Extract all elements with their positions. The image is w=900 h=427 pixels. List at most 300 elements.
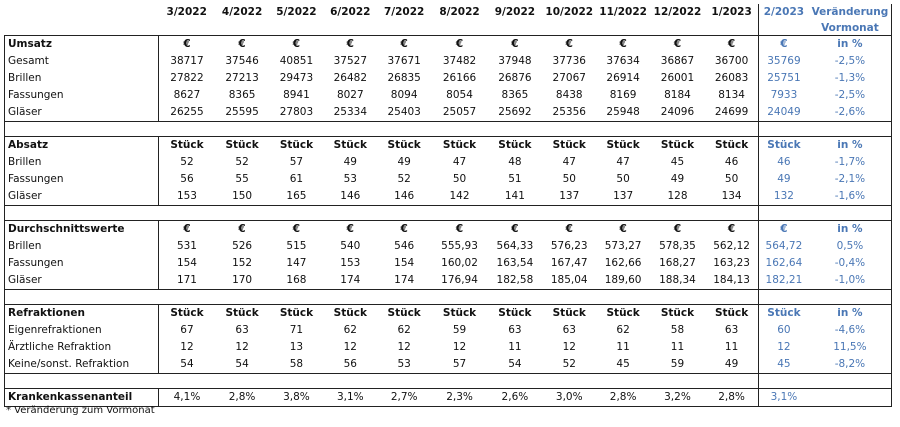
- value-cell: 147: [286, 257, 307, 269]
- section-title: Refraktionen: [5, 305, 159, 323]
- table-row: [5, 339, 892, 356]
- spacer-cell: [159, 374, 215, 389]
- value-cell: 562,12: [713, 240, 750, 252]
- spacer-cell: [215, 290, 269, 305]
- spacer-cell: [488, 290, 542, 305]
- change-value-cell: 0,5%: [809, 238, 892, 255]
- value-cell: 58: [670, 324, 685, 336]
- row-label: Gesamt: [5, 53, 159, 70]
- value-cell: 49: [705, 356, 758, 374]
- current-value-cell: 182,21: [759, 272, 809, 290]
- spacer-cell: [5, 122, 159, 137]
- header-row: [5, 4, 892, 21]
- spacer-cell: [215, 374, 269, 389]
- unit-cell: Stück: [159, 137, 215, 155]
- unit-cell: €: [650, 221, 705, 239]
- table-row: [5, 188, 892, 206]
- change-value-cell: -2,5%: [809, 53, 892, 70]
- value-cell: 150: [215, 188, 269, 206]
- value-cell: 62: [616, 324, 630, 336]
- value-cell: 153: [159, 188, 215, 206]
- value-cell: 46: [724, 156, 739, 168]
- unit-cell-current: Stück: [759, 305, 809, 323]
- value-cell: 26835: [387, 72, 421, 84]
- value-cell: 63: [724, 324, 739, 336]
- table-row: [5, 272, 892, 290]
- value-cell: 11: [508, 341, 522, 353]
- change-value-cell: -1,0%: [809, 272, 892, 290]
- spacer-cell: [269, 374, 323, 389]
- table-row: [5, 322, 892, 339]
- value-cell: 515: [286, 240, 307, 252]
- spacer-cell: [650, 206, 705, 221]
- empty-cell: [431, 21, 487, 36]
- value-cell: 55: [235, 173, 249, 185]
- value-cell: 67: [180, 324, 194, 336]
- value-cell: 170: [215, 272, 269, 290]
- value-cell: 163,54: [496, 257, 534, 269]
- value-cell: 152: [232, 257, 253, 269]
- spacer-cell: [759, 206, 809, 221]
- change-value-cell: -0,4%: [809, 255, 892, 272]
- value-cell: 24096: [650, 104, 705, 122]
- value-cell: 3,2%: [650, 389, 705, 407]
- value-cell: 25057: [431, 104, 487, 122]
- value-cell: 24699: [705, 104, 758, 122]
- value-cell: 63: [235, 324, 249, 336]
- spacer-cell: [809, 206, 892, 221]
- spacer-cell: [705, 374, 758, 389]
- value-cell: 11: [724, 341, 739, 353]
- value-cell: 54: [488, 356, 542, 374]
- value-cell: 154: [394, 257, 415, 269]
- unit-cell: Stück: [488, 137, 542, 155]
- value-cell: 12: [235, 341, 249, 353]
- current-value-cell: 46: [759, 154, 809, 171]
- spacer-cell: [377, 122, 431, 137]
- value-cell: 168,27: [659, 257, 696, 269]
- spacer-cell: [488, 122, 542, 137]
- kennzahlen-table: [4, 4, 892, 407]
- unit-cell: Stück: [215, 305, 269, 323]
- value-cell: 50: [616, 173, 630, 185]
- value-cell: 50: [562, 173, 576, 185]
- unit-cell: Stück: [431, 305, 487, 323]
- value-cell: 26914: [606, 72, 640, 84]
- value-cell: 154: [176, 257, 197, 269]
- value-cell: 8027: [336, 89, 364, 101]
- header-corner: [5, 4, 159, 21]
- unit-cell: €: [650, 36, 705, 54]
- value-cell: 12: [180, 341, 194, 353]
- value-cell: 27067: [552, 72, 586, 84]
- spacer-cell: [431, 206, 487, 221]
- value-cell: 47: [452, 156, 467, 168]
- value-cell: 8365: [501, 89, 529, 101]
- value-cell: 8054: [446, 89, 473, 101]
- table-row: [5, 255, 892, 272]
- value-cell: 37948: [498, 55, 532, 67]
- spacer-cell: [269, 206, 323, 221]
- spacer-cell: [705, 290, 758, 305]
- value-cell: 25356: [542, 104, 596, 122]
- change-header: Veränderung: [809, 4, 892, 21]
- unit-cell: Stück: [596, 305, 649, 323]
- change-value-cell: -2,6%: [809, 104, 892, 122]
- value-cell: 189,60: [596, 272, 649, 290]
- section-header-row: [5, 137, 892, 155]
- current-value-cell: 12: [759, 339, 809, 356]
- value-cell: 4,1%: [159, 389, 215, 407]
- spacer-cell: [431, 290, 487, 305]
- unit-cell: Stück: [596, 137, 649, 155]
- value-cell: 57: [289, 156, 304, 168]
- current-value-cell: 162,64: [759, 255, 809, 272]
- value-cell: 54: [159, 356, 215, 374]
- section-title: Umsatz: [5, 36, 159, 54]
- change-header-sub: Vormonat: [809, 21, 892, 36]
- value-cell: 137: [596, 188, 649, 206]
- table-row: [5, 171, 892, 188]
- current-value-cell: 60: [759, 322, 809, 339]
- spacer-cell: [215, 122, 269, 137]
- value-cell: 25948: [596, 104, 649, 122]
- value-cell: 576,23: [550, 240, 588, 252]
- current-month-header: 2/2023: [759, 4, 809, 21]
- current-value-cell: 45: [759, 356, 809, 374]
- spacer-cell: [377, 206, 431, 221]
- change-value-cell: -1,7%: [809, 154, 892, 171]
- value-cell: 37671: [387, 55, 421, 67]
- value-cell: 573,27: [604, 240, 642, 252]
- unit-cell: €: [431, 221, 487, 239]
- empty-cell: [377, 21, 431, 36]
- unit-cell-current: €: [759, 221, 809, 239]
- unit-cell: €: [159, 221, 215, 239]
- value-cell: 47: [562, 156, 576, 168]
- value-cell: 26482: [333, 72, 367, 84]
- spacer-cell: [431, 374, 487, 389]
- value-cell: 50: [724, 173, 739, 185]
- value-cell: 37736: [552, 55, 586, 67]
- value-cell: 52: [542, 356, 596, 374]
- value-cell: 59: [452, 324, 467, 336]
- value-cell: 52: [235, 156, 249, 168]
- spacer-cell: [542, 374, 596, 389]
- value-cell: 185,04: [542, 272, 596, 290]
- value-cell: 45: [596, 356, 649, 374]
- spacer-cell: [650, 374, 705, 389]
- value-cell: 153: [340, 257, 361, 269]
- unit-cell: Stück: [488, 305, 542, 323]
- value-cell: 146: [324, 188, 377, 206]
- row-label: Brillen: [5, 70, 159, 87]
- value-cell: 168: [269, 272, 323, 290]
- section-title: Absatz: [5, 137, 159, 155]
- spacer-cell: [705, 122, 758, 137]
- value-cell: 182,58: [488, 272, 542, 290]
- value-cell: 49: [397, 156, 411, 168]
- row-label: Eigenrefraktionen: [5, 322, 159, 339]
- spacer-cell: [809, 374, 892, 389]
- value-cell: 48: [508, 156, 522, 168]
- empty-cell: [215, 21, 269, 36]
- current-value-cell: 564,72: [759, 238, 809, 255]
- value-cell: 57: [431, 356, 487, 374]
- value-cell: 134: [705, 188, 758, 206]
- value-cell: 184,13: [705, 272, 758, 290]
- spacer-cell: [215, 206, 269, 221]
- spacer-cell: [650, 122, 705, 137]
- empty-cell: [159, 21, 215, 36]
- value-cell: 141: [488, 188, 542, 206]
- row-label: Fassungen: [5, 171, 159, 188]
- spacer-cell: [759, 374, 809, 389]
- unit-cell: Stück: [542, 305, 596, 323]
- spacer-cell: [596, 374, 649, 389]
- value-cell: 2,6%: [488, 389, 542, 407]
- value-cell: 2,8%: [705, 389, 758, 407]
- header-row-2: [5, 21, 892, 36]
- spacer-cell: [324, 290, 377, 305]
- spacer-cell: [324, 122, 377, 137]
- unit-cell-current: Stück: [759, 137, 809, 155]
- spacer-cell: [488, 374, 542, 389]
- value-cell: 56: [180, 173, 194, 185]
- unit-cell: Stück: [269, 305, 323, 323]
- spacer-cell: [542, 122, 596, 137]
- month-header: 4/2022: [221, 6, 263, 18]
- spacer-cell: [596, 206, 649, 221]
- value-cell: 59: [650, 356, 705, 374]
- empty-cell: [759, 21, 809, 36]
- unit-cell: €: [377, 36, 431, 54]
- value-cell: 25403: [377, 104, 431, 122]
- month-header: 9/2022: [494, 6, 536, 18]
- value-cell: 50: [452, 173, 467, 185]
- spacer-row: [5, 374, 892, 389]
- spacer-row: [5, 290, 892, 305]
- value-cell: 13: [289, 341, 304, 353]
- month-header: 5/2022: [276, 6, 317, 18]
- value-cell: 546: [394, 240, 415, 252]
- empty-cell: [542, 21, 596, 36]
- table-row: [5, 53, 892, 70]
- value-cell: 37546: [225, 55, 259, 67]
- value-cell: 176,94: [431, 272, 487, 290]
- change-value-cell: -8,2%: [809, 356, 892, 374]
- unit-cell: Stück: [650, 137, 705, 155]
- spacer-cell: [5, 206, 159, 221]
- value-cell: 3,0%: [542, 389, 596, 407]
- unit-cell: €: [488, 36, 542, 54]
- value-cell: 12: [397, 341, 411, 353]
- month-header: 8/2022: [439, 6, 480, 18]
- value-cell: 49: [670, 173, 685, 185]
- value-cell: 12: [452, 341, 467, 353]
- value-cell: 40851: [279, 55, 314, 67]
- value-cell: 26083: [714, 72, 749, 84]
- spacer-cell: [759, 122, 809, 137]
- value-cell: 51: [508, 173, 522, 185]
- section-header-row: [5, 36, 892, 54]
- spacer-cell: [269, 290, 323, 305]
- value-cell: 27803: [269, 104, 323, 122]
- unit-cell: Stück: [377, 305, 431, 323]
- value-cell: 49: [343, 156, 357, 168]
- unit-cell: €: [215, 221, 269, 239]
- value-cell: 12: [562, 341, 576, 353]
- value-cell: 27213: [225, 72, 259, 84]
- spacer-cell: [159, 290, 215, 305]
- unit-cell-change: in %: [809, 305, 892, 323]
- unit-cell: €: [488, 221, 542, 239]
- spacer-cell: [705, 206, 758, 221]
- spacer-cell: [596, 122, 649, 137]
- row-label: Ärztliche Refraktion: [5, 339, 159, 356]
- value-cell: 578,35: [659, 240, 696, 252]
- value-cell: 11: [616, 341, 630, 353]
- unit-cell: €: [542, 36, 596, 54]
- month-header: 6/2022: [330, 6, 371, 18]
- value-cell: 54: [215, 356, 269, 374]
- change-value-cell: -4,6%: [809, 322, 892, 339]
- empty-cell: [488, 21, 542, 36]
- footnote: * Veränderung zum Vormonat: [6, 405, 155, 416]
- value-cell: 45: [670, 156, 685, 168]
- empty-cell: [650, 21, 705, 36]
- spacer-cell: [159, 206, 215, 221]
- header-corner: [5, 21, 159, 36]
- spacer-cell: [5, 290, 159, 305]
- value-cell: 162,66: [604, 257, 642, 269]
- value-cell: 25334: [324, 104, 377, 122]
- value-cell: 63: [562, 324, 576, 336]
- unit-cell-change: in %: [809, 221, 892, 239]
- unit-cell: €: [269, 36, 323, 54]
- month-header: 12/2022: [653, 6, 702, 18]
- table-row: [5, 70, 892, 87]
- value-cell: 58: [269, 356, 323, 374]
- spacer-cell: [488, 206, 542, 221]
- value-cell: 8184: [664, 89, 691, 101]
- value-cell: 555,93: [441, 240, 478, 252]
- value-cell: 2,3%: [431, 389, 487, 407]
- unit-cell: €: [431, 36, 487, 54]
- row-label: Brillen: [5, 154, 159, 171]
- table-row: [5, 356, 892, 374]
- value-cell: 36867: [660, 55, 695, 67]
- unit-cell: €: [596, 36, 649, 54]
- unit-cell: €: [324, 36, 377, 54]
- unit-cell: €: [377, 221, 431, 239]
- spacer-cell: [809, 122, 892, 137]
- unit-cell: €: [705, 36, 758, 54]
- value-cell: 531: [176, 240, 197, 252]
- value-cell: 26001: [660, 72, 695, 84]
- current-value-cell: 49: [759, 171, 809, 188]
- row-label: Fassungen: [5, 87, 159, 104]
- spacer-cell: [269, 122, 323, 137]
- value-cell: 25692: [488, 104, 542, 122]
- value-cell: 137: [542, 188, 596, 206]
- spacer-cell: [596, 290, 649, 305]
- spacer-cell: [377, 290, 431, 305]
- row-label: Brillen: [5, 238, 159, 255]
- unit-cell: €: [596, 221, 649, 239]
- value-cell: 171: [159, 272, 215, 290]
- current-value-cell: 25751: [759, 70, 809, 87]
- spacer-cell: [324, 374, 377, 389]
- spacer-cell: [159, 122, 215, 137]
- unit-cell: Stück: [324, 137, 377, 155]
- change-value-cell: -2,1%: [809, 171, 892, 188]
- value-cell: 26166: [442, 72, 477, 84]
- value-cell: 2,8%: [596, 389, 649, 407]
- month-header: 1/2023: [711, 6, 752, 18]
- value-cell: 188,34: [650, 272, 705, 290]
- spacer-cell: [324, 206, 377, 221]
- unit-cell: Stück: [705, 137, 758, 155]
- spacer-cell: [5, 374, 159, 389]
- krankenkassen-row: [5, 389, 892, 407]
- value-cell: 36700: [714, 55, 749, 67]
- unit-cell: Stück: [431, 137, 487, 155]
- value-cell: 63: [508, 324, 522, 336]
- value-cell: 53: [343, 173, 357, 185]
- value-cell: 71: [289, 324, 304, 336]
- spacer-cell: [542, 290, 596, 305]
- row-label: Fassungen: [5, 255, 159, 272]
- value-cell: 8941: [283, 89, 310, 101]
- section-header-row: [5, 221, 892, 239]
- row-label: Gläser: [5, 272, 159, 290]
- value-cell: 142: [431, 188, 487, 206]
- value-cell: 52: [397, 173, 411, 185]
- value-cell: 165: [269, 188, 323, 206]
- unit-cell-change: in %: [809, 137, 892, 155]
- value-cell: 37482: [442, 55, 477, 67]
- spacer-cell: [377, 374, 431, 389]
- empty-cell: [596, 21, 649, 36]
- section-header-row: [5, 305, 892, 323]
- month-header: 3/2022: [166, 6, 207, 18]
- spacer-cell: [809, 290, 892, 305]
- row-label: Gläser: [5, 104, 159, 122]
- table-row: [5, 87, 892, 104]
- value-cell: 12: [343, 341, 357, 353]
- unit-cell: Stück: [269, 137, 323, 155]
- value-cell: 564,33: [496, 240, 534, 252]
- value-cell: 160,02: [441, 257, 478, 269]
- spacer-row: [5, 122, 892, 137]
- month-header: 10/2022: [545, 6, 594, 18]
- change-value-cell: -1,3%: [809, 70, 892, 87]
- table-body: [5, 4, 892, 407]
- unit-cell: Stück: [159, 305, 215, 323]
- unit-cell: €: [542, 221, 596, 239]
- spacer-row: [5, 206, 892, 221]
- row-label: Gläser: [5, 188, 159, 206]
- value-cell: 52: [180, 156, 194, 168]
- unit-cell: Stück: [377, 137, 431, 155]
- unit-cell: €: [269, 221, 323, 239]
- unit-cell: €: [215, 36, 269, 54]
- unit-cell: €: [324, 221, 377, 239]
- change-value-cell: 11,5%: [809, 339, 892, 356]
- table-row: [5, 238, 892, 255]
- row-label: Krankenkassenanteil: [5, 389, 159, 407]
